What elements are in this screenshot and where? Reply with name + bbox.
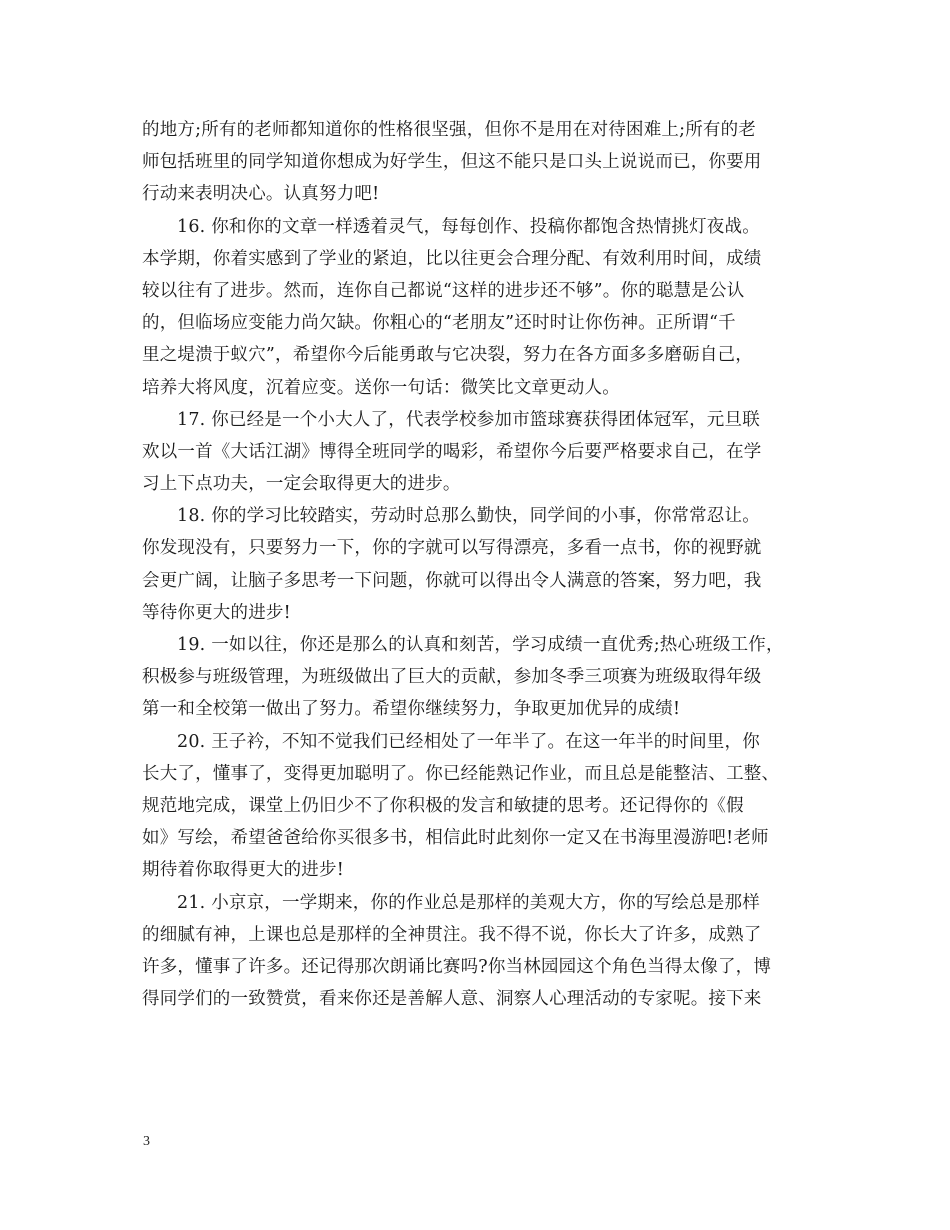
- text-line: 欢以一首《大话江湖》博得全班同学的喝彩，希望你今后要严格要求自己，在学: [142, 441, 762, 462]
- paragraph-18-start: 18. 你的学习比较踏实，劳动时总那么勤快，同学间的小事，你常常忍让。: [177, 506, 760, 527]
- text-line: 的地方;所有的老师都知道你的性格很坚强，但你不是用在对待困难上;所有的老: [142, 120, 756, 140]
- paragraph-16-start: 16. 你和你的文章一样透着灵气，每每创作、投稿你都饱含热情挑灯夜战。: [177, 216, 760, 237]
- text-line: 较以往有了进步。然而，连你自己都说“这样的进步还不够”。你的聪慧是公认: [142, 280, 745, 301]
- document-body: [142, 114, 832, 1015]
- text-line: 得同学们的一致赞赏，看来你还是善解人意、洞察人心理活动的专家呢。接下来: [142, 989, 762, 1010]
- paragraph-20-start: 20. 王子衿，不知不觉我们已经相处了一年半了。在这一年半的时间里，你: [177, 731, 760, 752]
- text-line: 长大了，懂事了，变得更加聪明了。你已经能熟记作业，而且总是能整洁、工整、: [142, 763, 780, 784]
- text-line: 习上下点功夫，一定会取得更大的进步。: [142, 474, 461, 495]
- paragraph-21-start: 21. 小京京，一学期来，你的作业总是那样的美观大方，你的写绘总是那样: [177, 892, 760, 913]
- text-line: 许多，懂事了许多。还记得那次朗诵比赛吗?你当林园园这个角色当得太像了，博: [142, 956, 772, 977]
- page-number: 3: [143, 1134, 150, 1149]
- text-line: 行动来表明决心。认真努力吧!: [142, 184, 380, 205]
- text-line: 期待着你取得更大的进步!: [142, 860, 344, 881]
- text-line: 的，但临场应变能力尚欠缺。你粗心的“老朋友”还时时让你伤神。正所谓“千: [142, 313, 736, 334]
- text-line: 师包括班里的同学知道你想成为好学生，但这不能只是口头上说说而已，你要用: [142, 152, 762, 173]
- paragraph-17-start: 17. 你已经是一个小大人了，代表学校参加市篮球赛获得团体冠军，元旦联: [177, 409, 760, 430]
- text-line: 规范地完成，课堂上仍旧少不了你积极的发言和敏捷的思考。还记得你的《假: [142, 795, 744, 816]
- text-line: 第一和全校第一做出了努力。希望你继续努力，争取更加优异的成绩!: [142, 699, 681, 720]
- paragraph-19-start: 19. 一如以往，你还是那么的认真和刻苦，学习成绩一直优秀;热心班级工作，: [177, 635, 784, 655]
- text-line: 培养大将风度，沉着应变。送你一句话：微笑比文章更动人。: [142, 377, 620, 398]
- text-line: 的细腻有神，上课也总是那样的全神贯注。我不得不说，你长大了许多，成熟了: [142, 924, 762, 945]
- text-line: 积极参与班级管理，为班级做出了巨大的贡献，参加冬季三项赛为班级取得年级: [142, 667, 762, 688]
- text-line: 你发现没有，只要努力一下，你的字就可以写得漂亮，多看一点书，你的视野就: [142, 538, 762, 559]
- text-line: 里之堤溃于蚁穴”，希望你今后能勇敢与它决裂，努力在各方面多多磨砺自己，: [142, 345, 753, 366]
- text-line: 等待你更大的进步!: [142, 602, 291, 623]
- text-line: 如》写绘，希望爸爸给你买很多书，相信此时此刻你一定又在书海里漫游吧!老师: [142, 828, 769, 849]
- text-line: 会更广阔，让脑子多思考一下问题，你就可以得出令人满意的答案，努力吧，我: [142, 570, 762, 591]
- text-line: 本学期，你着实感到了学业的紧迫，比以往更会合理分配、有效利用时间，成绩: [142, 248, 762, 269]
